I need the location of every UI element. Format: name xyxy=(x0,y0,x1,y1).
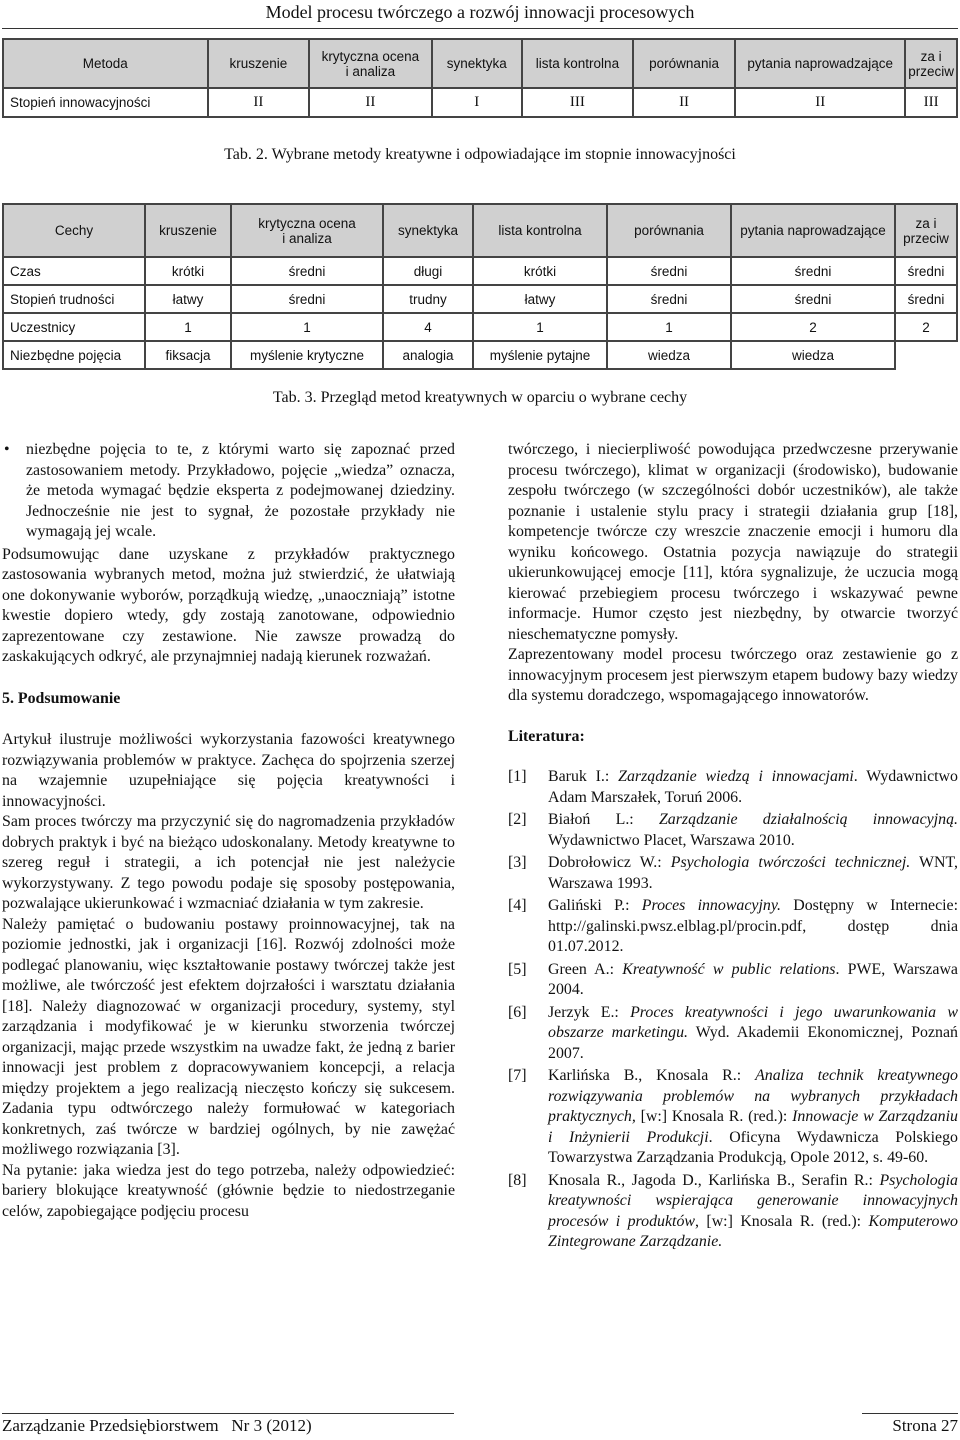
table-row xyxy=(3,285,957,313)
reference-author: Galiński P.: xyxy=(548,897,642,914)
header-rule xyxy=(2,28,958,29)
table-header-cell xyxy=(905,39,957,88)
table-cell: średni xyxy=(895,285,957,313)
reference-text xyxy=(548,767,958,808)
list-item xyxy=(2,440,455,543)
reference-text xyxy=(548,1003,958,1065)
table-cell: 1 xyxy=(231,313,383,341)
table-header-cell xyxy=(731,204,895,257)
table-cell: III xyxy=(905,88,957,117)
reference-number: [7] xyxy=(508,1067,527,1084)
table-header-text: za i przeciw xyxy=(908,48,954,79)
paragraph: Sam proces twórczy ma przyczynić się do nagromadzenia przykładów dobrych praktyk i być na bieżąco udoskonalany. Metody kreatywne to szereg reguł i strategii, a ich potencjał nie jest należycie wykorzystywany. Z tego powodu podaje się sposoby postępowania, pozwalające ukierunkować i wzmacniać działania w tym zakresie. xyxy=(2,813,455,912)
table-cell: III xyxy=(522,88,633,117)
reference-details: Dostępny w Internecie: http://galinski.pwsz.elblag.pl/procin.pdf, dostęp dnia 01.07.2012. xyxy=(548,897,959,955)
reference-author: Karlińska B., Knosala R.: xyxy=(548,1067,756,1084)
paragraph: Należy pamiętać o budowaniu postawy proinnowacyjnej, tak na poziomie jednostki, jak i organizacji [16]. Rozwój zdolności może podlegać planowaniu, więc kształtowanie postawy twórczej także jest możliwe, ale twórczość jest efektem dojrzałości i warsztatu działania [18]. Należy diagnozować w organizacji procedury, systemy, styl zarządzania i modyfikować je w kierunku stworzenia twórczej organizacji, mając przede wszystkim na uwadze fakt, że jedną z barier innowacji jest problem z dopracowywaniem koncepcji, a relacja między projektem a jego realizacją nieczęsto kończy się sukcesem. Zadania typu odtwórczego należy formułować w kategoriach konkretnych, zaś twórcze w bardziej ogólnych, by nie zawężać możliwego rozwiązania [3]. xyxy=(2,915,455,1158)
table-header-text: Metoda xyxy=(82,56,128,71)
table-cell: Stopień innowacyjności xyxy=(3,88,208,117)
reference-title: Innowacje w Zarządzaniu i Inżynierii Produkcji xyxy=(548,1108,958,1146)
reference-details: . Wydawnictwo Adam Marszałek, Toruń 2006. xyxy=(548,768,958,806)
reference-title: Analiza technik kreatywnego rozwiązywania problemów na wybranych przykładach praktycznych, xyxy=(548,1067,958,1125)
table-cell: Uczestnicy xyxy=(3,313,145,341)
reference-author: Knosala R., Jagoda D., Karlińska B., Serafin R.: xyxy=(548,1171,880,1189)
paragraph: Zaprezentowany model procesu twórczego oraz zestawienie go z innowacyjnym procesem jest pierwszym etapem budowy bazy wiedzy dla systemu doradczego, wspomagającego innowatorów. xyxy=(508,646,958,704)
references-heading: Literatura: xyxy=(508,727,585,745)
footer-journal: Zarządzanie Przedsiębiorstwem Nr 3 (2012) xyxy=(2,1416,312,1435)
table-header-cell xyxy=(3,39,208,88)
table-cell xyxy=(895,341,957,369)
table-header-cell xyxy=(607,204,731,257)
reference-item xyxy=(508,853,958,894)
reference-item xyxy=(508,960,958,1001)
running-head: Model procesu twórczego a rozwój innowacji procesowych xyxy=(265,2,695,22)
paragraph: twórczego, i niecierpliwość powodująca przedwczesne przerywanie procesu twórczego), klimat w organizacji (środowisko), budowanie zespołu twórczego (w szczególności dobór uczestników), ale także poznanie i ustalenie stylu pracy i strategii działania grup [18], kompetencje twórcze czy wreszcie znaczenie emocji i humoru dla wyniku końcowego. Ostatnia pozycja nawiązuje do strategii ukierunkowującej emocje [11], która sygnalizuje, że uczucia mogą kierować przebiegiem procesu twórczego i wskazywać pewne informacje. Humor często jest niezbędny, by otwarcie tworzyć nieschematyczne pomysły. xyxy=(508,441,958,643)
table-header-text: Cechy xyxy=(54,223,94,238)
table-header-text: porównania xyxy=(634,223,704,238)
table-header-text: za i przeciw xyxy=(903,215,949,246)
table-method-features xyxy=(2,203,958,370)
table-header-cell xyxy=(473,204,607,257)
table-header-text: krytyczna ocena xyxy=(321,48,420,64)
paragraph: Na pytanie: jaka wiedza jest do tego potrzeba, należy odpowiedzieć: bariery blokujące kreatywność (głównie będzie to niedostrzeganie celów, zapobiegające podjęciu procesu xyxy=(2,1161,455,1220)
table-cell: 4 xyxy=(383,313,473,341)
table-header-row xyxy=(3,204,957,257)
table-header-text: porównania xyxy=(649,56,719,71)
table-row xyxy=(3,341,957,369)
table-row xyxy=(3,257,957,285)
reference-title: Proces kreatywności i jego uwarunkowania w obszarze marketingu. xyxy=(548,1003,958,1041)
reference-details: WNT, Warszawa 1993. xyxy=(548,854,958,892)
table-cell: 2 xyxy=(895,313,957,341)
table-cell: krótki xyxy=(145,257,231,285)
table-header-text: pytania naprowadzające xyxy=(747,56,894,71)
reference-text xyxy=(548,1066,958,1169)
table-cell: II xyxy=(633,88,735,117)
table-header-cell xyxy=(432,39,522,88)
table-cell: II xyxy=(309,88,431,117)
bullet-text: niezbędne pojęcia to te, z którymi warto się zapoznać przed zastosowaniem metody. Przykładowo, pojęcie „wiedza” oznacza, że metoda wymagać będzie eksperta z podejmowanej dziedziny. Jednocześnie nie jest to sygnał, że pozostałe przykłady nie wymagają jej wcale. xyxy=(26,441,455,540)
reference-author: Białoń L.: xyxy=(548,811,659,828)
table-header-cell xyxy=(383,204,473,257)
reference-number: [2] xyxy=(508,811,527,828)
table-cell: średni xyxy=(731,285,895,313)
table-cell: fiksacja xyxy=(145,341,231,369)
table-header-text: krytyczna ocena xyxy=(258,215,356,231)
reference-item xyxy=(508,1003,958,1065)
reference-details: Wyd. Akademii Ekonomicznej, Poznań 2007. xyxy=(548,1024,958,1062)
table-cell: trudny xyxy=(383,285,473,313)
table-header-cell xyxy=(231,204,383,257)
table-cell: średni xyxy=(607,257,731,285)
reference-title: Zarządzanie działalnością innowacyjną. xyxy=(658,811,958,828)
reference-text xyxy=(548,853,958,894)
table-innovation-degree xyxy=(2,38,958,118)
table-2-caption: Tab. 2. Wybrane metody kreatywne i odpowiadające im stopnie innowacyjności xyxy=(224,146,736,163)
reference-text xyxy=(548,810,958,851)
reference-details: . Oficyna Wydawnicza Polskiego Towarzystwa Zarządzania Produkcją, Opole 2012, s. 49-60. xyxy=(548,1128,958,1166)
table-row xyxy=(3,313,957,341)
table-header-cell xyxy=(309,39,431,88)
reference-item xyxy=(508,767,958,808)
table-cell: średni xyxy=(895,257,957,285)
table-header-text: i analiza xyxy=(345,63,396,79)
reference-details: , [w:] Knosala R. (red.): xyxy=(695,1212,869,1230)
table-header-cell xyxy=(145,204,231,257)
table-header-row xyxy=(3,39,957,88)
reference-number: [6] xyxy=(508,1003,527,1021)
reference-number: [1] xyxy=(508,768,527,785)
table-cell: długi xyxy=(383,257,473,285)
table-cell: I xyxy=(432,88,522,117)
table-header-text: i analiza xyxy=(282,230,332,246)
reference-title: Zarządzanie wiedzą i innowacjami xyxy=(618,768,854,785)
table-cell: 1 xyxy=(607,313,731,341)
reference-title: Psychologia kreatywności wspierająca generowanie innowacyjnych procesów i produktów xyxy=(548,1171,958,1230)
table-cell: 1 xyxy=(473,313,607,341)
table-cell: wiedza xyxy=(731,341,895,369)
table-cell: wiedza xyxy=(607,341,731,369)
table-header-text: lista kontrolna xyxy=(498,223,582,238)
right-column xyxy=(508,440,958,1255)
table-cell: średni xyxy=(731,257,895,285)
reference-number: [5] xyxy=(508,960,527,978)
table-header-cell xyxy=(633,39,735,88)
reference-item xyxy=(508,810,958,851)
reference-item xyxy=(508,1171,958,1253)
reference-author: Green A.: xyxy=(548,960,623,978)
table-cell: myślenie pytajne xyxy=(473,341,607,369)
table-cell: łatwy xyxy=(473,285,607,313)
footer-page-number: Strona 27 xyxy=(892,1416,958,1435)
reference-author: Dobrołowicz W.: xyxy=(548,854,671,871)
table-header-cell xyxy=(735,39,905,88)
table-cell: analogia xyxy=(383,341,473,369)
table-cell: II xyxy=(735,88,905,117)
section-heading: 5. Podsumowanie xyxy=(2,689,121,707)
bullet-icon: • xyxy=(4,441,10,458)
table-cell: Niezbędne pojęcia xyxy=(3,341,145,369)
table-header-text: lista kontrolna xyxy=(535,56,620,71)
reference-title: Kreatywność w public relations xyxy=(622,960,836,978)
reference-author: Jerzyk E.: xyxy=(548,1003,631,1021)
table-cell: myślenie krytyczne xyxy=(231,341,383,369)
table-cell: 2 xyxy=(731,313,895,341)
reference-details: [w:] Knosala R. (red.): xyxy=(635,1108,793,1125)
reference-title: Komputerowo Zintegrowane Zarządzanie. xyxy=(548,1212,958,1250)
left-column xyxy=(2,440,455,1222)
table-header-cell xyxy=(3,204,145,257)
reference-title: Psychologia twórczości technicznej. xyxy=(670,854,911,871)
footer-rule xyxy=(862,1413,958,1414)
reference-title: Proces innowacyjny. xyxy=(641,897,781,914)
table-header-text: pytania naprowadzające xyxy=(740,223,886,238)
reference-text xyxy=(548,1171,958,1253)
table-header-text: synektyka xyxy=(397,223,459,238)
table-cell: krótki xyxy=(473,257,607,285)
reference-number: [8] xyxy=(508,1171,527,1189)
reference-details: Wydawnictwo Placet, Warszawa 2010. xyxy=(548,831,795,849)
reference-author: Baruk I.: xyxy=(548,768,619,785)
table-cell: łatwy xyxy=(145,285,231,313)
table-header-text: kruszenie xyxy=(159,223,217,238)
paragraph: Podsumowując dane uzyskane z przykładów praktycznego zastosowania wybranych metod, można już stwierdzić, że ułatwiają one dokonywanie wyborów, porządkują wiedzę, „unaoczniają” istotne kwestie dopiero wtedy, gdy zostają zanotowane, odpowiednio zaprezentowane czy zestawione. Nie zawsze prowadzą do zaskakujących odkryć, ale przynajmniej nadają kierunek rozważań. xyxy=(2,545,455,665)
table-header-text: kruszenie xyxy=(229,56,288,71)
table-cell: średni xyxy=(231,285,383,313)
reference-number: [4] xyxy=(508,897,527,914)
table-header-text: synektyka xyxy=(446,56,507,71)
table-cell: Czas xyxy=(3,257,145,285)
table-row xyxy=(3,88,957,117)
references-list xyxy=(508,767,958,1253)
table-cell: średni xyxy=(607,285,731,313)
table-header-cell xyxy=(208,39,310,88)
table-cell: II xyxy=(208,88,310,117)
table-header-cell xyxy=(895,204,957,257)
reference-details: . PWE, Warszawa 2004. xyxy=(548,960,958,998)
reference-item xyxy=(508,1066,958,1169)
table-cell: Stopień trudności xyxy=(3,285,145,313)
paragraph: Artykuł ilustruje możliwości wykorzystania fazowości kreatywnego rozwiązywania problemów w praktyce. Zachęca do spojrzenia szerzej na wzajemnie uzupełniające się pojęcia kreatywności i innowacyjności. xyxy=(2,731,455,810)
table-3-caption: Tab. 3. Przegląd metod kreatywnych w oparciu o wybrane cechy xyxy=(272,389,688,406)
reference-text xyxy=(548,960,958,1001)
table-header-cell xyxy=(522,39,633,88)
table-cell: 1 xyxy=(145,313,231,341)
reference-number: [3] xyxy=(508,854,527,871)
table-cell: średni xyxy=(231,257,383,285)
reference-item xyxy=(508,896,958,958)
footer-rule xyxy=(2,1413,454,1414)
reference-text xyxy=(548,896,958,958)
